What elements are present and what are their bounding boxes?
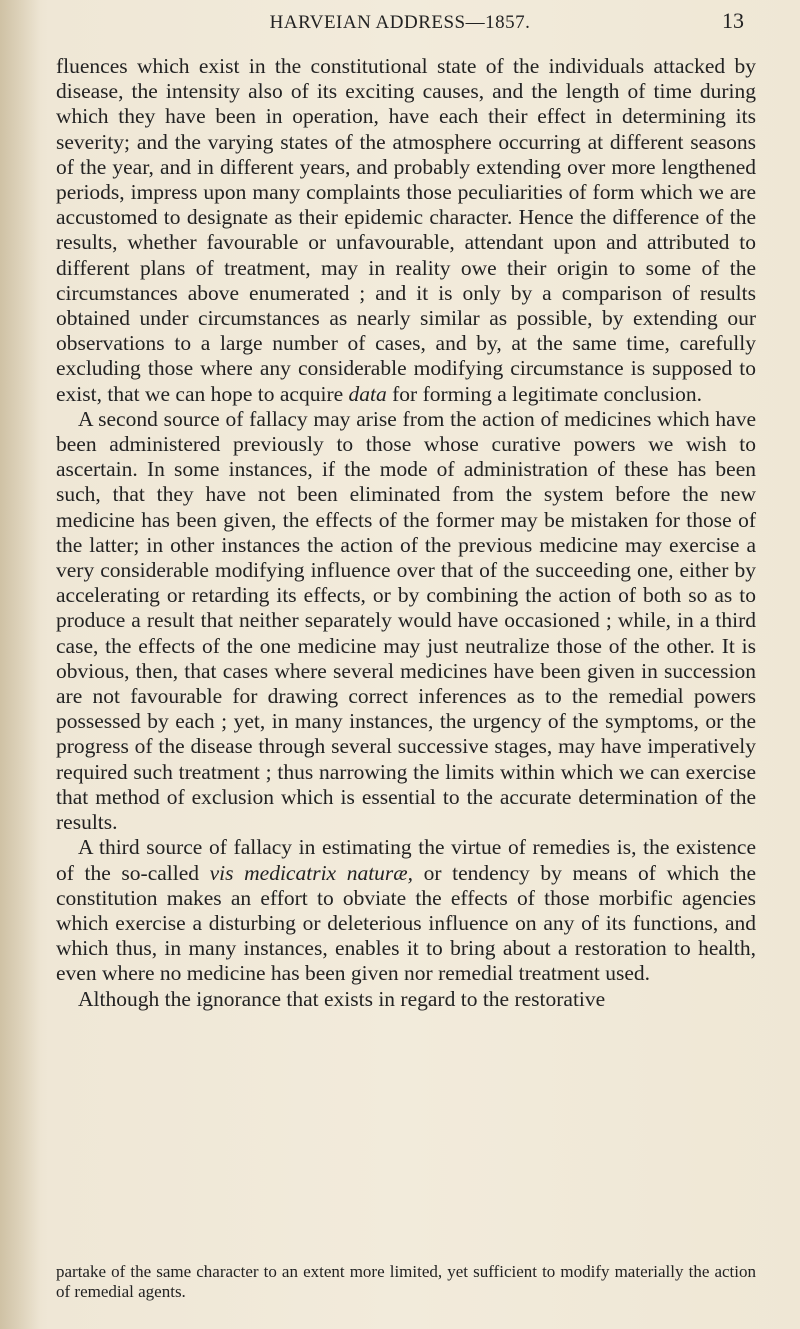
- body-text: [56, 54, 756, 1012]
- paragraph-3: [56, 835, 756, 986]
- paragraph-2: A second source of fallacy may arise from the action of medicines which have been administered previously to those whose curative powers we wish to ascertain. In some instances, if the mode of administration of these has been such, that they have not been eliminated from the system before the new medicine has been given, the effects of the former may be mistaken for those of the latter; in other instances the action of the previous medicine may exercise a very considerable modifying influence over that of the succeeding one, either by accelerating or retarding its effects, or by combining the action of both so as to produce a result that neither separately would have occasioned ; while, in a third case, the effects of the one medicine may just neutralize those of the other. It is obvious, then, that cases where several medicines have been given in succession are not favourable for drawing correct inferences as to the remedial powers possessed by each ; yet, in many instances, the urgency of the symptoms, or the progress of the disease through several successive stages, may have imperatively required such treatment ; thus narrowing the limits within which we can exercise that method of exclusion which is essential to the accurate determination of the results.: [56, 406, 756, 835]
- paragraph-1-text: fluences which exist in the constitutional state of the individuals attacked by disease, the intensity also of its exciting causes, and the length of time during which they have been in operation, have each their effect in determining its severity; and the varying states of the atmosphere occurring at different seasons of the year, and in different years, and probably extending over more lengthened periods, impress upon many complaints those peculiarities of form which we are accustomed to designate as their epidemic character. Hence the difference of the results, whether favourable or unfavourable, attendant upon and attributed to different plans of treatment, may in reality owe their origin to some of the circumstances above enumerated ; and it is only by a comparison of results obtained under circumstances as nearly similar as possible, by extending our observations to a large number of cases, and by, at the same time, carefully excluding those where any considerable modifying circumstance is supposed to exist, that we can hope to acquire: [56, 54, 756, 406]
- page-edge-shading: [0, 0, 40, 1329]
- page-header: [0, 6, 800, 46]
- paragraph-3-end: or tendency by means of which the constitution makes an effort to obviate the effects of those morbific agencies which exercise a disturbing or deleterious influence on any of its functions, and which thus, in many instances, enables it to bring about a restoration to health, even where no medicine has been given nor remedial treatment used.: [56, 860, 757, 986]
- paragraph-3-start: A third source of fallacy in estimating the virtue of remedies is, the existence of the so-called: [56, 835, 756, 885]
- paragraph-1: [56, 54, 756, 407]
- paragraph-1-italic: data: [348, 381, 387, 406]
- footnote: partake of the same character to an extent more limited, yet sufficient to modify materially the action of remedial agents.: [56, 1262, 756, 1301]
- paragraph-1-end: for forming a legitimate conclusion.: [392, 381, 703, 406]
- page-number: 13: [722, 8, 744, 33]
- running-head: HARVEIAN ADDRESS—1857.: [269, 12, 531, 33]
- paragraph-4: Although the ignorance that exists in regard to the restorative: [78, 986, 606, 1011]
- paragraph-3-italic: vis medicatrix naturæ,: [209, 860, 414, 885]
